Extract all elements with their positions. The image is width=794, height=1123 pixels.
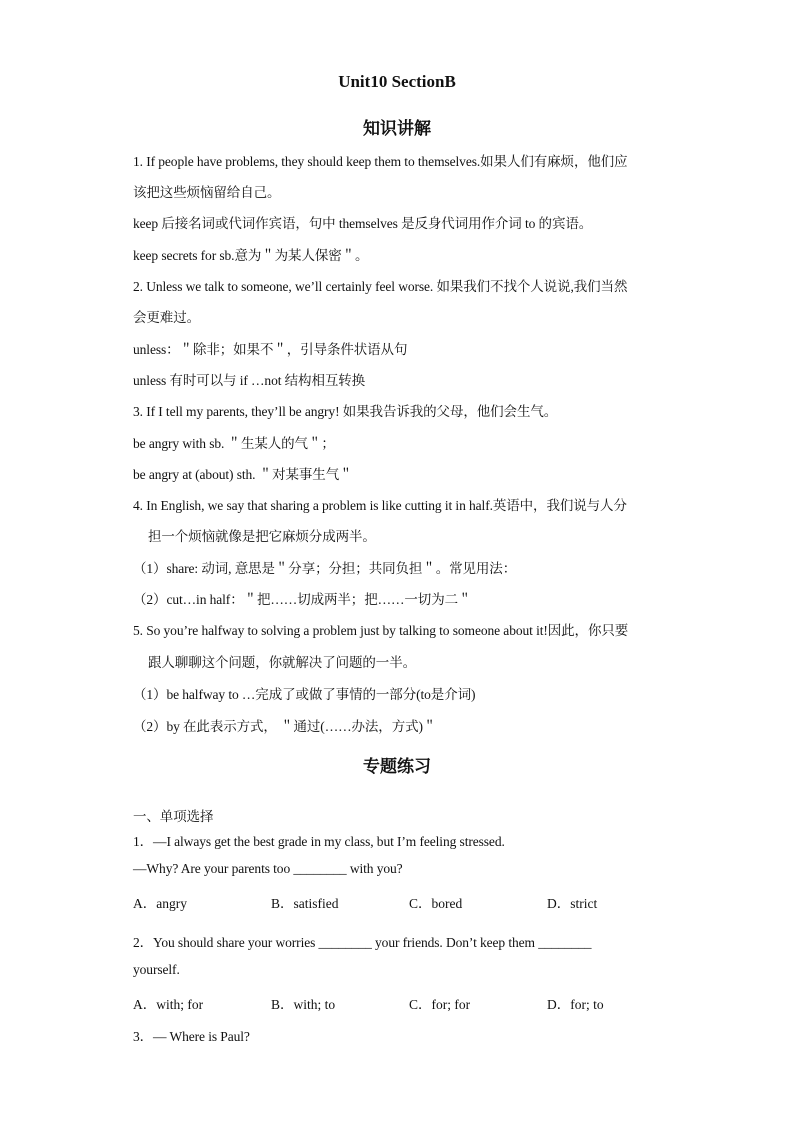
- note-line: 担一个烦恼就像是把它麻烦分成两半。: [148, 529, 376, 544]
- note-line: （2）by 在此表示方式， ＂通过(……办法，方式)＂: [133, 719, 437, 734]
- note-line: keep secrets for sb.意为＂为某人保密＂。: [133, 248, 369, 263]
- note-line: （1）be halfway to …完成了或做了事情的一部分(to是介词): [133, 687, 476, 702]
- note-line: 3. If I tell my parents, they’ll be angry! 如果我告诉我的父母，他们会生气。: [133, 404, 558, 419]
- note-line: 该把这些烦恼留给自己。: [133, 185, 281, 200]
- note-line: 跟人聊聊这个问题，你就解决了问题的一半。: [148, 655, 416, 670]
- note-line: 4. In English, we say that sharing a problem is like cutting it in half.英语中，我们说与人分: [133, 498, 627, 513]
- question-1-line-1: 1．—I always get the best grade in my class, but I’m feeling stressed.: [133, 834, 505, 849]
- note-line: be angry at (about) sth. ＂对某事生气＂: [133, 467, 353, 482]
- option-c[interactable]: C．bored: [409, 896, 463, 911]
- section-heading-practice: 专题练习: [363, 757, 431, 777]
- option-b[interactable]: B．satisfied: [271, 896, 339, 911]
- question-2-line-2: yourself.: [133, 962, 180, 977]
- option-a[interactable]: A．with; for: [133, 997, 204, 1012]
- note-line: unless 有时可以与 if …not 结构相互转换: [133, 373, 366, 388]
- note-line: be angry with sb. ＂生某人的气＂；: [133, 436, 335, 451]
- question-2-line-1: 2．You should share your worries ________ your friends. Don’t keep them ________: [133, 935, 592, 950]
- option-a[interactable]: A．angry: [133, 896, 187, 911]
- note-line: keep 后接名词或代词作宾语，句中 themselves 是反身代词用作介词 to 的宾语。: [133, 216, 593, 231]
- note-line: unless：＂除非；如果不＂，引导条件状语从句: [133, 342, 408, 357]
- note-line: 会更难过。: [133, 310, 200, 325]
- option-b[interactable]: B．with; to: [271, 997, 336, 1012]
- page-title: Unit10 SectionB: [338, 72, 456, 91]
- note-line: 5. So you’re halfway to solving a problem just by talking to someone about it!因此，你只要: [133, 623, 629, 638]
- note-line: 2. Unless we talk to someone, we’ll certainly feel worse. 如果我们不找个人说说,我们当然: [133, 279, 628, 294]
- question-3-line-1: 3．— Where is Paul?: [133, 1029, 250, 1044]
- option-d[interactable]: D．for; to: [547, 997, 604, 1012]
- question-1-line-2: —Why? Are your parents too ________ with you?: [133, 861, 403, 876]
- note-line: 1. If people have problems, they should keep them to themselves.如果人们有麻烦，他们应: [133, 154, 628, 169]
- practice-heading: 一、单项选择: [133, 809, 214, 824]
- note-line: （2）cut…in half：＂把……切成两半；把……一切为二＂: [133, 592, 472, 607]
- option-c[interactable]: C．for; for: [409, 997, 471, 1012]
- section-heading-knowledge: 知识讲解: [363, 119, 431, 139]
- note-line: （1）share: 动词, 意思是＂分享；分担；共同负担＂。常见用法：: [133, 561, 517, 576]
- option-d[interactable]: D．strict: [547, 896, 598, 911]
